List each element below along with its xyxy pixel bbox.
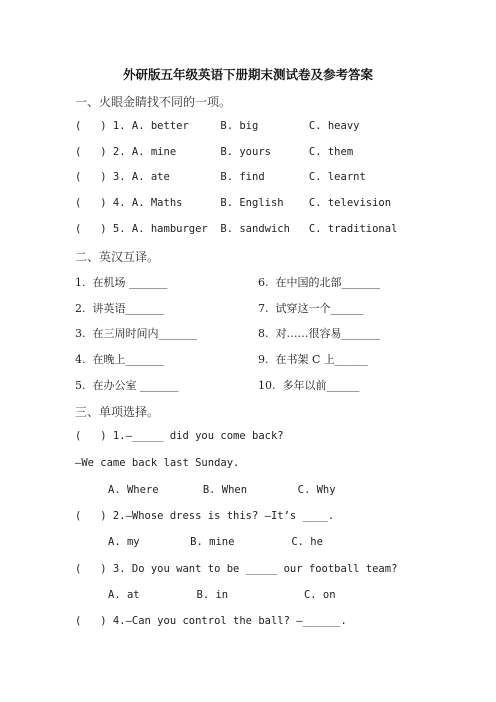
s2-left-1: 1. 在机场 _______: [75, 276, 168, 289]
s3-q1-answer: —We came back last Sunday.: [75, 457, 240, 469]
s2-right-9: 9. 在书架 C 上______: [258, 353, 368, 366]
s2-left-5: 5. 在办公室 _______: [75, 379, 179, 392]
s3-q1: ( ) 1.—_____ did you come back?: [75, 430, 284, 442]
s3-q3-options: A. at B. in C. on: [108, 589, 336, 601]
s2-left-3: 3. 在三周时间内_______: [75, 327, 197, 340]
s3-q4: ( ) 4.—Can you control the ball? —______.: [75, 615, 347, 627]
s2-right-8: 8. 对……很容易_______: [258, 327, 380, 340]
s2-left-4: 4. 在晚上_______: [75, 353, 164, 366]
page-title: 外研版五年级英语下册期末测试卷及参考答案: [122, 67, 373, 82]
s1-item-3: ( ) 3. A. ate B. find C. learnt: [75, 171, 366, 183]
s1-item-2: ( ) 2. A. mine B. yours C. them: [75, 146, 354, 158]
s3-q1-options: A. Where B. When C. Why: [108, 484, 336, 496]
s1-item-1: ( ) 1. A. better B. big C. heavy: [75, 120, 360, 132]
s1-item-4: ( ) 4. A. Maths B. English C. television: [75, 197, 392, 209]
section1-heading: 一、火眼金睛找不同的一项。: [75, 95, 232, 109]
s2-left-2: 2. 讲英语_______: [75, 302, 164, 315]
section2-heading: 二、英汉互译。: [75, 250, 160, 264]
s3-q2-options: A. my B. mine C. he: [108, 536, 323, 548]
s3-q3: ( ) 3. Do you want to be _____ our football team?: [75, 563, 398, 575]
s2-right-7: 7. 试穿这一个______: [258, 302, 364, 315]
s1-item-5: ( ) 5. A. hamburger B. sandwich C. traditional: [75, 223, 398, 235]
s2-right-6: 6. 在中国的北部_______: [258, 276, 380, 289]
s3-q2: ( ) 2.—Whose dress is this? —It’s ____.: [75, 510, 335, 522]
s2-right-10: 10. 多年以前______: [258, 379, 360, 392]
section3-heading: 三、单项选择。: [75, 405, 160, 419]
